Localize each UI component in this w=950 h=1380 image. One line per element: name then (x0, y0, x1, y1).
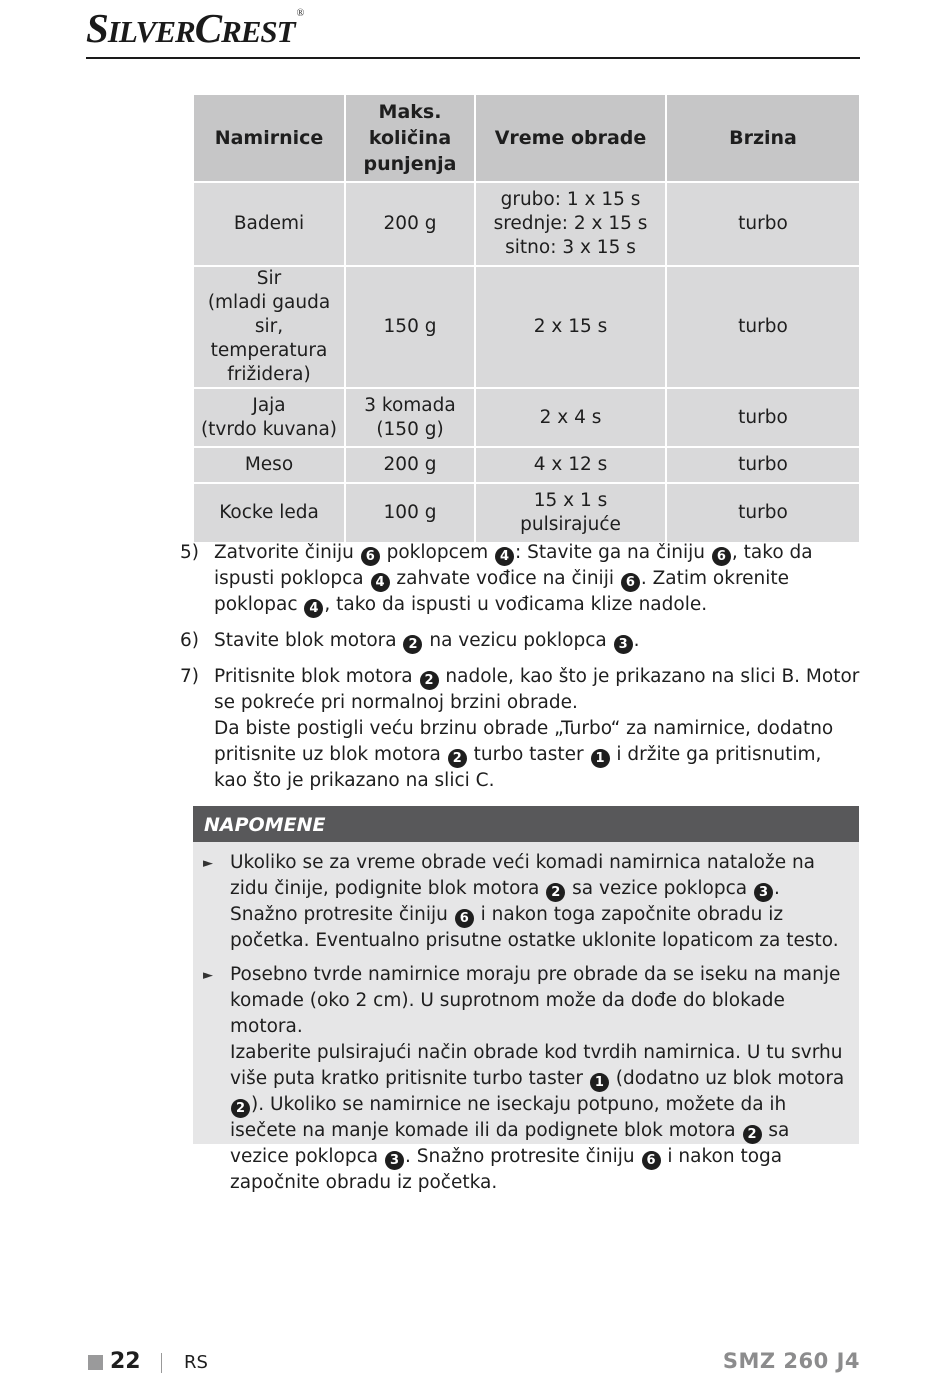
column-header: Brzina (667, 95, 859, 183)
part-number-badge: 2 (546, 883, 565, 902)
part-number-badge: 6 (642, 1151, 661, 1170)
step-text: Pritisnite blok motora 2 nadole, kao što je prikazano na slici B. Motor se pokreće pri normalnoj brzini obrade. (214, 666, 860, 713)
step-number: 7) (180, 666, 199, 687)
notes-box (193, 806, 859, 1193)
cell-amount: 150 g (346, 267, 476, 389)
table-row (194, 484, 859, 542)
list-item (180, 664, 860, 794)
part-number-badge: 4 (304, 599, 323, 618)
part-number-badge: 1 (591, 749, 610, 768)
part-number-badge: 1 (590, 1073, 609, 1092)
part-number-badge: 6 (621, 573, 640, 592)
column-header: Vreme obrade (476, 95, 667, 183)
step-number: 5) (180, 542, 199, 563)
part-number-badge: 3 (614, 635, 633, 654)
cell-food: Jaja (tvrdo kuvana) (194, 389, 346, 448)
bullet-arrow-icon: ► (203, 856, 213, 871)
part-number-badge: 6 (455, 909, 474, 928)
cell-time: grubo: 1 x 15 s srednje: 2 x 15 s sitno: 3 x 15 s (476, 183, 667, 267)
part-number-badge: 6 (361, 547, 380, 566)
cell-time: 2 x 4 s (476, 389, 667, 448)
list-item (203, 850, 851, 954)
brand-logo: SILVERCREST® (86, 5, 304, 51)
cell-amount: 200 g (346, 183, 476, 267)
part-number-badge: 2 (420, 671, 439, 690)
processing-table (194, 95, 859, 542)
cell-time: 4 x 12 s (476, 448, 667, 484)
bullet-arrow-icon: ► (203, 968, 213, 983)
cell-time: 15 x 1 s pulsirajuće (476, 484, 667, 542)
column-header: Namirnice (194, 95, 346, 183)
page-number: 22 (110, 1349, 141, 1374)
note-text: Izaberite pulsirajući način obrade kod tvrdih namirnica. U tu svrhu više puta kratko pritisnite turbo taster 1 (dodatno uz blok motora 2 ). Ukoliko se namirnice ne iseckaju potpuno, možete da ih isečete na manje komade ili da podignete blok motora 2 sa vezice poklopca 3 . Snažno protresite činiju 6 i nakon toga započnite obradu iz početka. (230, 1042, 845, 1193)
step-text: Da biste postigli veću brzinu obrade „Turbo“ za namirnice, dodatno pritisnite uz blok motora 2 turbo taster 1 i držite ga pritisnutim, kao što je prikazano na slici C. (214, 718, 834, 791)
part-number-badge: 4 (495, 547, 514, 566)
part-number-badge: 3 (754, 883, 773, 902)
model-number: SMZ 260 J4 (722, 1349, 860, 1373)
step-text: Zatvorite činiju 6 poklopcem 4 : Stavite ga na činiju 6 , tako da ispusti poklopca 4 zahvate vođice na činiji 6 . Zatim okrenite poklopac 4 , tako da ispusti u vođicama klize nadole. (214, 542, 813, 616)
cell-food: Meso (194, 448, 346, 484)
table-row (194, 267, 859, 389)
part-number-badge: 2 (403, 635, 422, 654)
header-rule (86, 57, 860, 59)
cell-amount: 3 komada (150 g) (346, 389, 476, 448)
step-text: Stavite blok motora 2 na vezicu poklopca 3 . (214, 630, 640, 652)
table-header-row (194, 95, 859, 183)
table-row (194, 183, 859, 267)
language-code: RS (184, 1352, 208, 1373)
cell-food: Sir (mladi gauda sir, temperatura frižidera) (194, 267, 346, 389)
cell-speed: turbo (667, 389, 859, 448)
footer-divider (161, 1353, 162, 1373)
list-item (180, 540, 860, 618)
part-number-badge: 2 (231, 1099, 250, 1118)
part-number-badge: 2 (448, 749, 467, 768)
step-number: 6) (180, 630, 199, 651)
table-row (194, 448, 859, 484)
part-number-badge: 3 (385, 1151, 404, 1170)
part-number-badge: 2 (743, 1125, 762, 1144)
table-row (194, 389, 859, 448)
instruction-steps (180, 540, 860, 804)
cell-time: 2 x 15 s (476, 267, 667, 389)
note-text: Ukoliko se za vreme obrade veći komadi namirnica natalože na zidu činije, podignite blok motora 2 sa vezice poklopca 3 . Snažno protresite činiju 6 i nakon toga započnite obradu iz početka. Eventualno prisutne ostatke uklonite lopaticom za testo. (230, 852, 839, 951)
notes-title: NAPOMENE (193, 806, 859, 842)
list-item (203, 962, 851, 1196)
footer-square-icon (88, 1355, 103, 1370)
column-header: Maks. količina punjenja (346, 95, 476, 183)
cell-speed: turbo (667, 448, 859, 484)
cell-amount: 100 g (346, 484, 476, 542)
page-footer (86, 1346, 860, 1380)
cell-food: Bademi (194, 183, 346, 267)
list-item (180, 628, 860, 654)
cell-speed: turbo (667, 183, 859, 267)
cell-food: Kocke leda (194, 484, 346, 542)
cell-speed: turbo (667, 267, 859, 389)
part-number-badge: 6 (712, 547, 731, 566)
note-text: Posebno tvrde namirnice moraju pre obrade da se iseku na manje komade (oko 2 cm). U suprotnom može da dođe do blokade motora. (230, 964, 841, 1037)
cell-amount: 200 g (346, 448, 476, 484)
part-number-badge: 4 (371, 573, 390, 592)
cell-speed: turbo (667, 484, 859, 542)
